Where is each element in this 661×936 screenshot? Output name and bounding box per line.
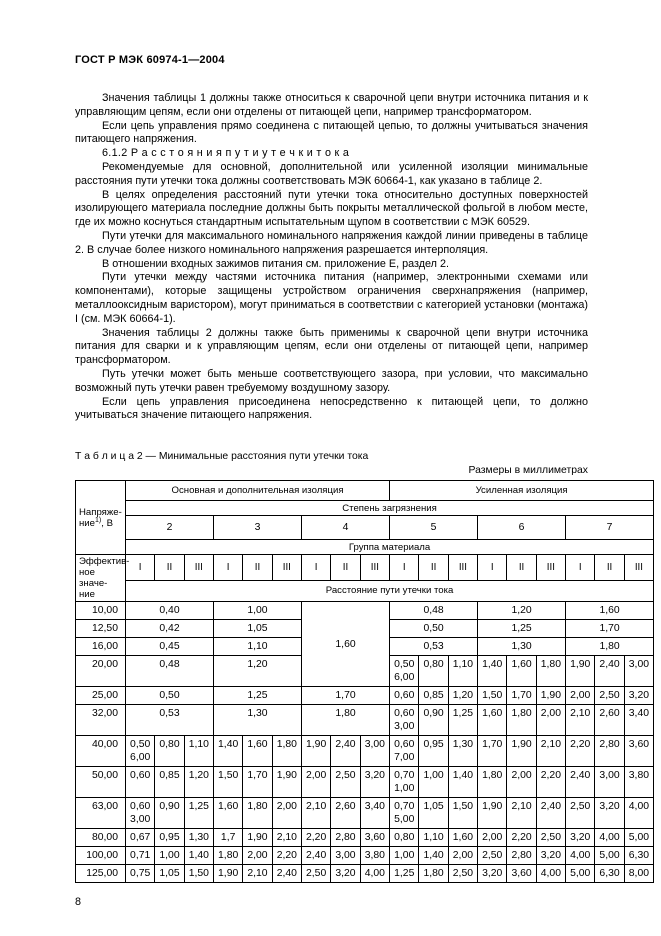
creepage-value: 1,40 bbox=[213, 736, 242, 767]
creepage-value: 0,45 bbox=[126, 638, 214, 656]
pollution-degree-header: 5 bbox=[390, 516, 478, 540]
creepage-value: 1,80 bbox=[243, 798, 272, 829]
creepage-value: 3,60 bbox=[507, 865, 536, 883]
creepage-value: 3,20 bbox=[624, 687, 653, 705]
creepage-value: 0,48 bbox=[126, 656, 214, 687]
voltage-value: 25,00 bbox=[76, 687, 126, 705]
material-group-header: I bbox=[126, 555, 155, 580]
creepage-value: 0,70 5,00 bbox=[390, 798, 419, 829]
voltage-value: 125,00 bbox=[76, 865, 126, 883]
material-group-header: III bbox=[360, 555, 389, 580]
voltage-value: 10,00 bbox=[76, 602, 126, 620]
creepage-value: 0,75 bbox=[126, 865, 155, 883]
creepage-value: 2,50 bbox=[448, 865, 477, 883]
creepage-value: 2,10 bbox=[301, 798, 330, 829]
creepage-value: 6,30 bbox=[595, 865, 624, 883]
creepage-value: 1,70 bbox=[507, 687, 536, 705]
body-text bbox=[75, 92, 588, 423]
material-group-header: II bbox=[155, 555, 184, 580]
creepage-table bbox=[75, 480, 654, 883]
creepage-value: 1,90 bbox=[243, 829, 272, 847]
pollution-degree-header: 2 bbox=[126, 516, 214, 540]
creepage-value: 3,20 bbox=[566, 829, 595, 847]
creepage-value: 1,60 bbox=[243, 736, 272, 767]
creepage-value: 1,80 bbox=[507, 705, 536, 736]
creepage-value: 4,00 bbox=[566, 847, 595, 865]
creepage-value: 1,80 bbox=[301, 705, 389, 736]
creepage-value: 3,20 bbox=[478, 865, 507, 883]
pollution-degree-header: 6 bbox=[478, 516, 566, 540]
creepage-value: 4,00 bbox=[536, 865, 565, 883]
voltage-value: 50,00 bbox=[76, 767, 126, 798]
creepage-value: 2,50 bbox=[478, 847, 507, 865]
creepage-value: 1,70 bbox=[243, 767, 272, 798]
creepage-value: 0,80 bbox=[155, 736, 184, 767]
creepage-value: 0,80 bbox=[390, 829, 419, 847]
creepage-value: 1,40 bbox=[448, 767, 477, 798]
material-group-header: III bbox=[448, 555, 477, 580]
creepage-value: 2,40 bbox=[331, 736, 360, 767]
creepage-value: 0,60 3,00 bbox=[390, 705, 419, 736]
footnote-marker: 1) bbox=[95, 516, 102, 524]
creepage-value: 0,90 bbox=[155, 798, 184, 829]
paragraph: Значения таблицы 2 должны также быть применимы к сварочной цепи внутри источника питания для сварки и к управляющим цепям, если они отделены от питающей цепи, например трансформатором. bbox=[75, 326, 588, 367]
creepage-value: 2,40 bbox=[595, 656, 624, 687]
creepage-value: 2,50 bbox=[595, 687, 624, 705]
paragraph: В целях определения расстояний пути утечки тока относительно доступных поверхностей изолирующего материала последние должны быть покрыты металлической фольгой в любом месте, где их можно коснуться стандартным испытательным щупом в соответствии с МЭК 60529. bbox=[75, 188, 588, 229]
creepage-value: 0,50 bbox=[126, 687, 214, 705]
text-line: Эффектив- bbox=[79, 556, 130, 568]
creepage-value: 1,25 bbox=[213, 687, 301, 705]
creepage-value: 1,60 bbox=[566, 602, 654, 620]
material-group-header: I bbox=[478, 555, 507, 580]
creepage-value: 1,20 bbox=[448, 687, 477, 705]
material-group-header: II bbox=[331, 555, 360, 580]
creepage-value: 2,40 bbox=[301, 847, 330, 865]
section-heading: 6.1.2 Р а с с т о я н и я п у т и у т е ч к и т о к а bbox=[102, 147, 350, 160]
voltage-value: 16,00 bbox=[76, 638, 126, 656]
paragraph: Пути утечки для максимального номинального напряжения каждой линии приведены в таблице 2. В случае более низкого номинального напряжения разрешается интерполяция. bbox=[75, 229, 588, 256]
creepage-value: 2,20 bbox=[301, 829, 330, 847]
creepage-value: 0,50 6,00 bbox=[390, 656, 419, 687]
creepage-value: 0,53 bbox=[126, 705, 214, 736]
table-caption: Т а б л и ц а 2 — Минимальные расстояния пути утечки тока bbox=[75, 451, 369, 463]
material-group-header: II bbox=[507, 555, 536, 580]
text-line: ное значе- bbox=[79, 567, 108, 590]
creepage-value: 1,60 bbox=[478, 705, 507, 736]
creepage-value: 0,42 bbox=[126, 620, 214, 638]
creepage-value: 0,60 bbox=[390, 687, 419, 705]
voltage-value: 20,00 bbox=[76, 656, 126, 687]
creepage-value: 0,95 bbox=[419, 736, 448, 767]
creepage-value: 3,80 bbox=[360, 847, 389, 865]
creepage-value: 1,90 bbox=[566, 656, 595, 687]
voltage-value: 12,50 bbox=[76, 620, 126, 638]
creepage-value: 1,80 bbox=[213, 847, 242, 865]
pollution-degree-label: Степень загрязнения bbox=[126, 501, 654, 516]
creepage-value: 0,53 bbox=[390, 638, 478, 656]
material-group-header: III bbox=[536, 555, 565, 580]
creepage-value: 1,90 bbox=[272, 767, 301, 798]
creepage-value: 2,00 bbox=[301, 767, 330, 798]
creepage-value: 4,00 bbox=[595, 829, 624, 847]
creepage-value: 3,20 bbox=[360, 767, 389, 798]
creepage-value: 3,60 bbox=[624, 736, 653, 767]
creepage-value: 6,30 bbox=[624, 847, 653, 865]
creepage-value: 3,20 bbox=[595, 798, 624, 829]
creepage-value: 1,40 bbox=[419, 847, 448, 865]
creepage-value: 1,20 bbox=[213, 656, 301, 687]
voltage-value: 32,00 bbox=[76, 705, 126, 736]
creepage-value: 3,00 bbox=[331, 847, 360, 865]
material-group-header: II bbox=[595, 555, 624, 580]
effective-value-header bbox=[76, 555, 130, 602]
creepage-value: 1,05 bbox=[419, 798, 448, 829]
creepage-value: 2,40 bbox=[272, 865, 301, 883]
creepage-value: 2,50 bbox=[331, 767, 360, 798]
creepage-value: 2,20 bbox=[566, 736, 595, 767]
creepage-value: 3,80 bbox=[624, 767, 653, 798]
voltage-value: 100,00 bbox=[76, 847, 126, 865]
creepage-value: 0,85 bbox=[419, 687, 448, 705]
creepage-value: 1,25 bbox=[390, 865, 419, 883]
creepage-value: 2,00 bbox=[448, 847, 477, 865]
creepage-value: 2,60 bbox=[595, 705, 624, 736]
creepage-value: 0,70 1,00 bbox=[390, 767, 419, 798]
material-group-header: III bbox=[272, 555, 301, 580]
creepage-value: 1,25 bbox=[448, 705, 477, 736]
creepage-value: 0,50 bbox=[390, 620, 478, 638]
creepage-value: 1,90 bbox=[213, 865, 242, 883]
creepage-value: 1,40 bbox=[478, 656, 507, 687]
creepage-value: 4,00 bbox=[624, 798, 653, 829]
creepage-value: 2,20 bbox=[507, 829, 536, 847]
creepage-value: 1,60 bbox=[448, 829, 477, 847]
creepage-value: 1,10 bbox=[419, 829, 448, 847]
creepage-value: 4,00 bbox=[360, 865, 389, 883]
units-note: Размеры в миллиметрах bbox=[468, 465, 588, 477]
creepage-value: 2,10 bbox=[272, 829, 301, 847]
creepage-value: 2,10 bbox=[243, 865, 272, 883]
pollution-degree-header: 7 bbox=[566, 516, 654, 540]
creepage-value: 1,10 bbox=[213, 638, 301, 656]
reinforced-insulation-header: Усиленная изоляция bbox=[390, 481, 654, 501]
creepage-value: 1,80 bbox=[419, 865, 448, 883]
creepage-value: 5,00 bbox=[624, 829, 653, 847]
creepage-value: 2,60 bbox=[331, 798, 360, 829]
creepage-value: 3,40 bbox=[624, 705, 653, 736]
creepage-distance-label: Расстояние пути утечки тока bbox=[126, 580, 654, 602]
creepage-value: 2,00 bbox=[243, 847, 272, 865]
paragraph: Если цепь управления присоединена непосредственно к питающей цепи, то должно учитываться значение питающего напряжения. bbox=[75, 395, 588, 422]
creepage-value: 2,20 bbox=[536, 767, 565, 798]
text-line: ние bbox=[79, 589, 95, 601]
creepage-value: 0,90 bbox=[419, 705, 448, 736]
text-line: ние bbox=[79, 517, 95, 529]
creepage-value: 0,60 3,00 bbox=[126, 798, 155, 829]
creepage-value: 0,95 bbox=[155, 829, 184, 847]
creepage-value: 0,85 bbox=[155, 767, 184, 798]
material-group-header: I bbox=[390, 555, 419, 580]
creepage-value: 1,80 bbox=[536, 656, 565, 687]
voltage-column-header bbox=[76, 481, 126, 555]
creepage-value: 1,05 bbox=[155, 865, 184, 883]
material-group-label: Группа материала bbox=[126, 540, 654, 555]
creepage-value: 2,10 bbox=[566, 705, 595, 736]
creepage-value: 1,7 bbox=[213, 829, 242, 847]
material-group-header: II bbox=[419, 555, 448, 580]
creepage-value: 2,50 bbox=[301, 865, 330, 883]
creepage-value: 0,80 bbox=[419, 656, 448, 687]
paragraph: В отношении входных зажимов питания см. приложение Е, раздел 2. bbox=[102, 257, 449, 270]
creepage-value: 1,60 bbox=[213, 798, 242, 829]
creepage-value: 1,30 bbox=[448, 736, 477, 767]
creepage-value: 1,50 bbox=[213, 767, 242, 798]
creepage-value: 1,60 bbox=[507, 656, 536, 687]
page-number: 8 bbox=[75, 896, 82, 908]
creepage-value: 2,80 bbox=[595, 736, 624, 767]
creepage-value: 1,70 bbox=[478, 736, 507, 767]
creepage-value: 1,70 bbox=[301, 687, 389, 705]
creepage-value: 0,48 bbox=[390, 602, 478, 620]
creepage-value: 3,00 bbox=[624, 656, 653, 687]
pollution-degree-header: 3 bbox=[213, 516, 301, 540]
paragraph: Значения таблицы 1 должны также относиться к сварочной цепи внутри источника питания и к управляющим цепям, если они отделены от питающей цепи, например трансформатором. bbox=[75, 92, 588, 118]
creepage-value: 1,80 bbox=[478, 767, 507, 798]
creepage-value: 1,05 bbox=[213, 620, 301, 638]
creepage-value: 1,90 bbox=[301, 736, 330, 767]
creepage-value: 2,40 bbox=[566, 767, 595, 798]
creepage-value: 1,40 bbox=[184, 847, 213, 865]
creepage-value: 0,60 bbox=[126, 767, 155, 798]
pollution-degree-header: 4 bbox=[301, 516, 389, 540]
creepage-value: 3,00 bbox=[360, 736, 389, 767]
creepage-value: 3,40 bbox=[360, 798, 389, 829]
creepage-value: 3,00 bbox=[595, 767, 624, 798]
creepage-value: 3,60 bbox=[360, 829, 389, 847]
creepage-value: 1,00 bbox=[155, 847, 184, 865]
creepage-value: 1,70 bbox=[566, 620, 654, 638]
creepage-value: 1,50 bbox=[478, 687, 507, 705]
creepage-value: 2,20 bbox=[272, 847, 301, 865]
creepage-value: 3,20 bbox=[331, 865, 360, 883]
creepage-value: 1,00 bbox=[419, 767, 448, 798]
creepage-value: 8,00 bbox=[624, 865, 653, 883]
paragraph: Если цепь управления прямо соединена с питающей цепью, то должны учитываться значения питающего напряжения. bbox=[75, 119, 588, 146]
voltage-value: 80,00 bbox=[76, 829, 126, 847]
doc-title: ГОСТ Р МЭК 60974-1—2004 bbox=[75, 54, 225, 66]
creepage-value: 2,50 bbox=[536, 829, 565, 847]
creepage-value: 0,60 7,00 bbox=[390, 736, 419, 767]
creepage-value: 1,90 bbox=[536, 687, 565, 705]
creepage-value: 5,00 bbox=[566, 865, 595, 883]
voltage-value: 40,00 bbox=[76, 736, 126, 767]
creepage-value: 1,90 bbox=[478, 798, 507, 829]
creepage-value: 2,10 bbox=[507, 798, 536, 829]
creepage-value: 2,80 bbox=[331, 829, 360, 847]
material-group-header: I bbox=[301, 555, 330, 580]
creepage-value: 1,10 bbox=[448, 656, 477, 687]
creepage-value: 0,50 6,00 bbox=[126, 736, 155, 767]
paragraph: Пути утечки между частями источника питания (например, электронными схемами или компонентами), которые защищены устройством ограничения сверхнапряжения (например, металлооксидным варистором), могут приниматься в соответствии с категорией установки (монтажа) I (см. МЭК 60664-1). bbox=[75, 271, 588, 325]
creepage-value: 1,30 bbox=[184, 829, 213, 847]
creepage-value: 1,60 bbox=[301, 602, 389, 687]
creepage-value: 0,40 bbox=[126, 602, 214, 620]
creepage-value: 2,00 bbox=[507, 767, 536, 798]
creepage-value: 1,80 bbox=[272, 736, 301, 767]
creepage-value: 1,10 bbox=[184, 736, 213, 767]
creepage-value: 1,80 bbox=[566, 638, 654, 656]
text-line: Напряже- bbox=[79, 506, 122, 518]
creepage-value: 2,80 bbox=[507, 847, 536, 865]
material-group-header: II bbox=[243, 555, 272, 580]
voltage-value: 63,00 bbox=[76, 798, 126, 829]
creepage-value: 1,30 bbox=[478, 638, 566, 656]
material-group-header: I bbox=[566, 555, 595, 580]
creepage-value: 1,25 bbox=[184, 798, 213, 829]
creepage-value: 2,00 bbox=[272, 798, 301, 829]
creepage-value: 1,90 bbox=[507, 736, 536, 767]
paragraph: Путь утечки может быть меньше соответствующего зазора, при условии, что максимально возможный путь утечки равен требуемому воздушному зазору. bbox=[75, 367, 588, 394]
creepage-value: 2,00 bbox=[478, 829, 507, 847]
creepage-value: 2,40 bbox=[536, 798, 565, 829]
creepage-value: 0,71 bbox=[126, 847, 155, 865]
creepage-value: 5,00 bbox=[595, 847, 624, 865]
paragraph: Рекомендуемые для основной, дополнительной или усиленной изоляции минимальные расстояния пути утечки тока должны соответствовать МЭК 60664-1, как указано в таблице 2. bbox=[75, 160, 588, 187]
creepage-value: 1,50 bbox=[448, 798, 477, 829]
creepage-value: 1,20 bbox=[184, 767, 213, 798]
creepage-value: 0,67 bbox=[126, 829, 155, 847]
material-group-header: III bbox=[184, 555, 213, 580]
creepage-value: 1,00 bbox=[213, 602, 301, 620]
creepage-value: 2,00 bbox=[536, 705, 565, 736]
creepage-value: 2,50 bbox=[566, 798, 595, 829]
material-group-header: I bbox=[213, 555, 242, 580]
creepage-value: 1,20 bbox=[478, 602, 566, 620]
creepage-value: 1,50 bbox=[184, 865, 213, 883]
basic-insulation-header: Основная и дополнительная изоляция bbox=[126, 481, 390, 501]
creepage-value: 3,20 bbox=[536, 847, 565, 865]
creepage-value: 2,00 bbox=[566, 687, 595, 705]
creepage-value: 1,00 bbox=[390, 847, 419, 865]
creepage-value: 2,10 bbox=[536, 736, 565, 767]
text-line: , В bbox=[101, 517, 113, 529]
creepage-value: 1,25 bbox=[478, 620, 566, 638]
material-group-header: III bbox=[624, 555, 653, 580]
creepage-value: 1,30 bbox=[213, 705, 301, 736]
